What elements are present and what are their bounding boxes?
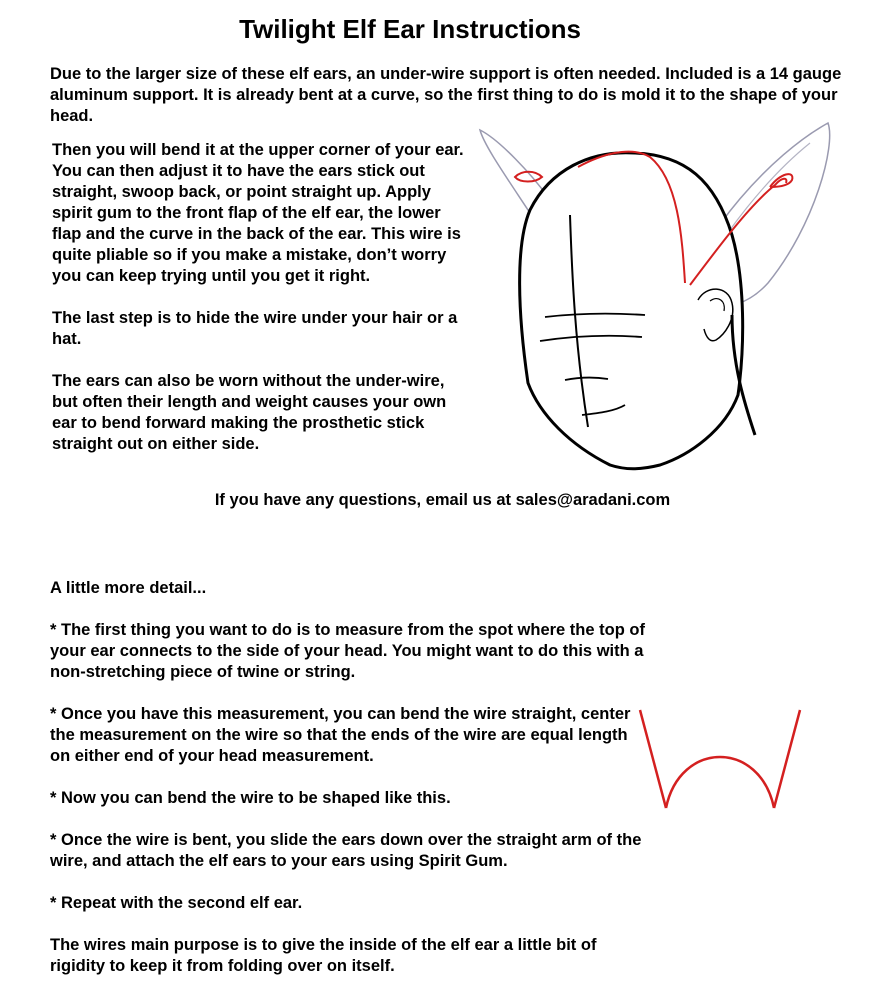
detail-heading: A little more detail... <box>50 579 207 597</box>
detail-step-shape: * Now you can bend the wire to be shaped like this. <box>50 789 451 807</box>
detail-closing: The wires main purpose is to give the inside of the elf ear a little bit of rigidity to keep it from folding over on itself. <box>50 936 597 975</box>
detail-step-repeat: * Repeat with the second elf ear. <box>50 894 303 912</box>
detail-step-attach: * Once the wire is bent, you slide the ears down over the straight arm of the wire, and attach the elf ears to your ears using Spirit Gum. <box>50 831 642 870</box>
instructions-column <box>52 140 472 476</box>
instruction-paragraph-bend: Then you will bend it at the upper corner of your ear. You can then adjust it to have the ears stick out straight, swoop back, or point straight up. Apply spirit gum to the front flap of the elf ear, the lower flap and the curve in the back of the ear. This wire is quite pliable so if you make a mistake, don’t worry you can keep trying until you get it right. <box>52 141 464 285</box>
detail-step-center: * Once you have this measurement, you can bend the wire straight, center the measurement on the wire so that the ends of the wire are equal length on either end of your head measurement. <box>50 705 631 765</box>
bent-wire-left-arm <box>640 710 666 808</box>
page-title: Twilight Elf Ear Instructions <box>239 14 581 44</box>
bent-wire-arc <box>666 757 774 808</box>
contact-line: If you have any questions, email us at sales@aradani.com <box>214 491 671 509</box>
head-with-elf-ears-and-wire-icon <box>470 115 860 475</box>
instruction-paragraph-without-wire: The ears can also be worn without the under-wire, but often their length and weight causes your own ear to bend forward making the prosthetic stick straight out on either side. <box>52 372 447 453</box>
intro-paragraph: Due to the larger size of these elf ears, an under-wire support is often needed. Included is a 14 gauge aluminum support. It is already bent at a curve, so the first thing to do is mold it to the shape of your head. <box>50 65 842 125</box>
detail-step-measure: * The first thing you want to do is to measure from the spot where the top of your ear connects to the side of your head. You might want to do this with a non-stretching piece of twine or string. <box>50 621 645 681</box>
head-outline <box>520 153 743 469</box>
detail-section <box>50 578 650 998</box>
instruction-paragraph-hide-wire: The last step is to hide the wire under your hair or a hat. <box>52 309 458 348</box>
bent-wire-right-arm <box>774 710 800 808</box>
bent-wire-shape-icon <box>630 700 810 815</box>
